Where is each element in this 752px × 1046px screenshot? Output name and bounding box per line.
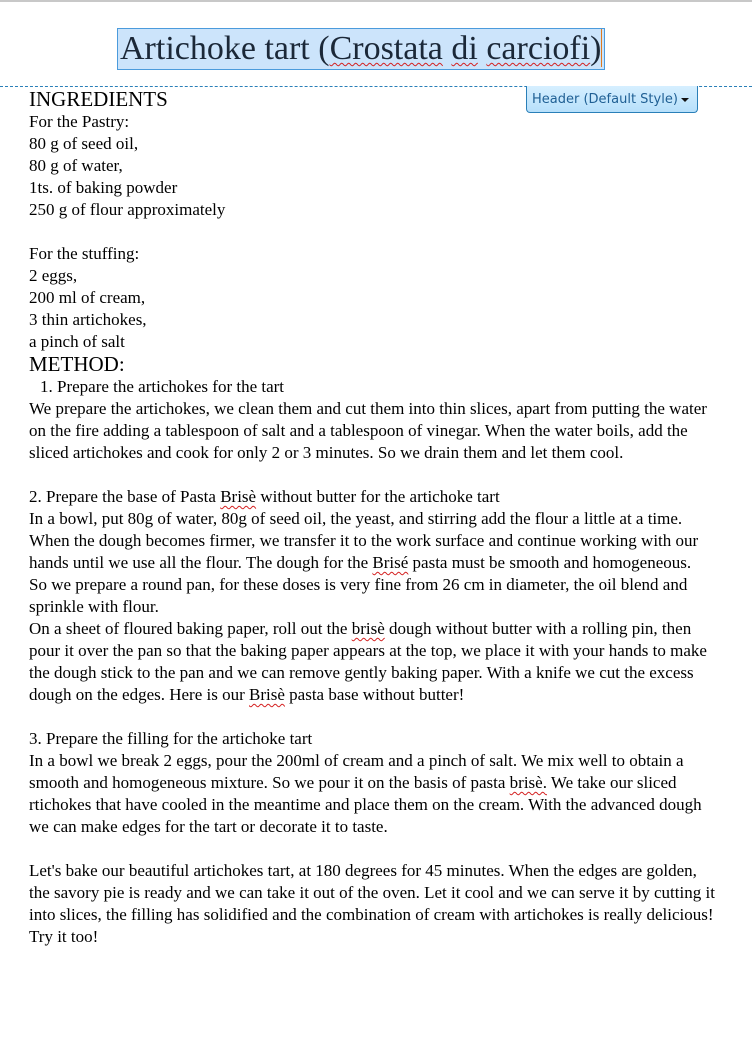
stuffing-item: 200 ml of cream, [29,288,146,307]
misspelled-word[interactable]: brisè [351,619,385,638]
document-body[interactable] [29,88,719,948]
empty-paragraph [29,706,719,728]
stuffing-item: a pinch of salt [29,332,125,351]
pastry-item: 1ts. of baking powder [29,178,178,197]
misspelled-word[interactable]: brisè. [509,773,547,792]
document-title-selected[interactable] [117,28,605,70]
stuffing-label: For the stuffing: [29,244,140,263]
step2-paragraph-1 [29,508,719,574]
step3-title: 3. Prepare the filling for the artichoke tart [29,729,313,748]
header-style-label: Header (Default Style) [532,92,678,107]
step2-title [29,486,719,508]
empty-paragraph [29,221,719,243]
text-run: dough without butter with a rolling pin, then pour it over the pan so that the baking paper appears at the top, we place it with your hands to make the dough stick to the pan and we can remove gently baking paper. With a knife we cut the excess dough on the edges. Here is our [29,619,707,704]
text-run: In a bowl, put 80g of water, 80g of seed oil, the yeast, and stirring add the flour a little at a time. When the dough becomes firmer, we transfer it to the work surface and continue working with our hands until we use all the flour. The dough for the [29,509,699,572]
pastry-label: For the Pastry: [29,112,130,131]
pastry-item: 250 g of flour approximately [29,200,226,219]
text-run: We take our sliced rtichokes that have cooled in the meantime and place them on the cream. With the advanced dough we can make edges for the tart or decorate it to taste. [29,773,702,836]
misspelled-word[interactable]: carciofi [486,30,591,67]
step2-paragraph-3 [29,618,719,706]
page-header-region[interactable] [0,2,752,86]
text-run: On a sheet of floured baking paper, roll out the [29,619,352,638]
stuffing-item: 2 eggs, [29,266,78,285]
misspelled-word[interactable]: Brisè [249,685,285,704]
final-paragraph: Let's bake our beautiful artichokes tart, at 180 degrees for 45 minutes. When the edges are golden, the savory pie is ready and we can take it out of the oven. Let it cool and we can serve it by cutting it into slices, the filling has solidified and the combination of cream with artichokes is really delicious! Try it too! [29,861,715,946]
text-run: without butter for the artichoke tart [256,487,500,506]
text-run: pasta base without butter! [284,685,465,704]
pastry-item: 80 g of seed oil, [29,134,139,153]
text-run: pasta must be smooth and homogeneous. [408,553,692,572]
step1-title: 1. Prepare the artichokes for the tart [40,377,285,396]
misspelled-word[interactable]: di [451,30,478,67]
pastry-item: 80 g of water, [29,156,123,175]
stuffing-item: 3 thin artichokes, [29,310,147,329]
misspelled-word[interactable]: Brisé [372,553,409,572]
empty-paragraph [29,838,719,860]
method-heading: METHOD: [29,352,125,376]
misspelled-word[interactable]: Crostata [329,30,443,67]
empty-paragraph [29,464,719,486]
title-text-part: Artichoke tart ( [120,30,330,67]
step2-paragraph-2: So we prepare a round pan, for these doses is very fine from 26 cm in diameter, the oil blend and sprinkle with flour. [29,575,688,616]
text-run: 2. Prepare the base of Pasta [29,487,221,506]
text-run: In a bowl we break 2 eggs, pour the 200ml of cream and a pinch of salt. We mix well to obtain a smooth and homogeneous mixture. So we pour it on the basis of pasta [29,751,684,792]
ingredients-heading: INGREDIENTS [29,87,168,111]
text-cursor [601,29,602,67]
step1-text: We prepare the artichokes, we clean them and cut them into thin slices, apart from putting the water on the fire adding a tablespoon of salt and a tablespoon of vinegar. When the water boils, add the sliced artichokes and cook for only 2 or 3 minutes. So we drain them and let them cool. [29,399,707,462]
step3-text [29,750,719,838]
misspelled-word[interactable]: Brisè [220,487,257,506]
title-text-part: ) [590,30,602,67]
